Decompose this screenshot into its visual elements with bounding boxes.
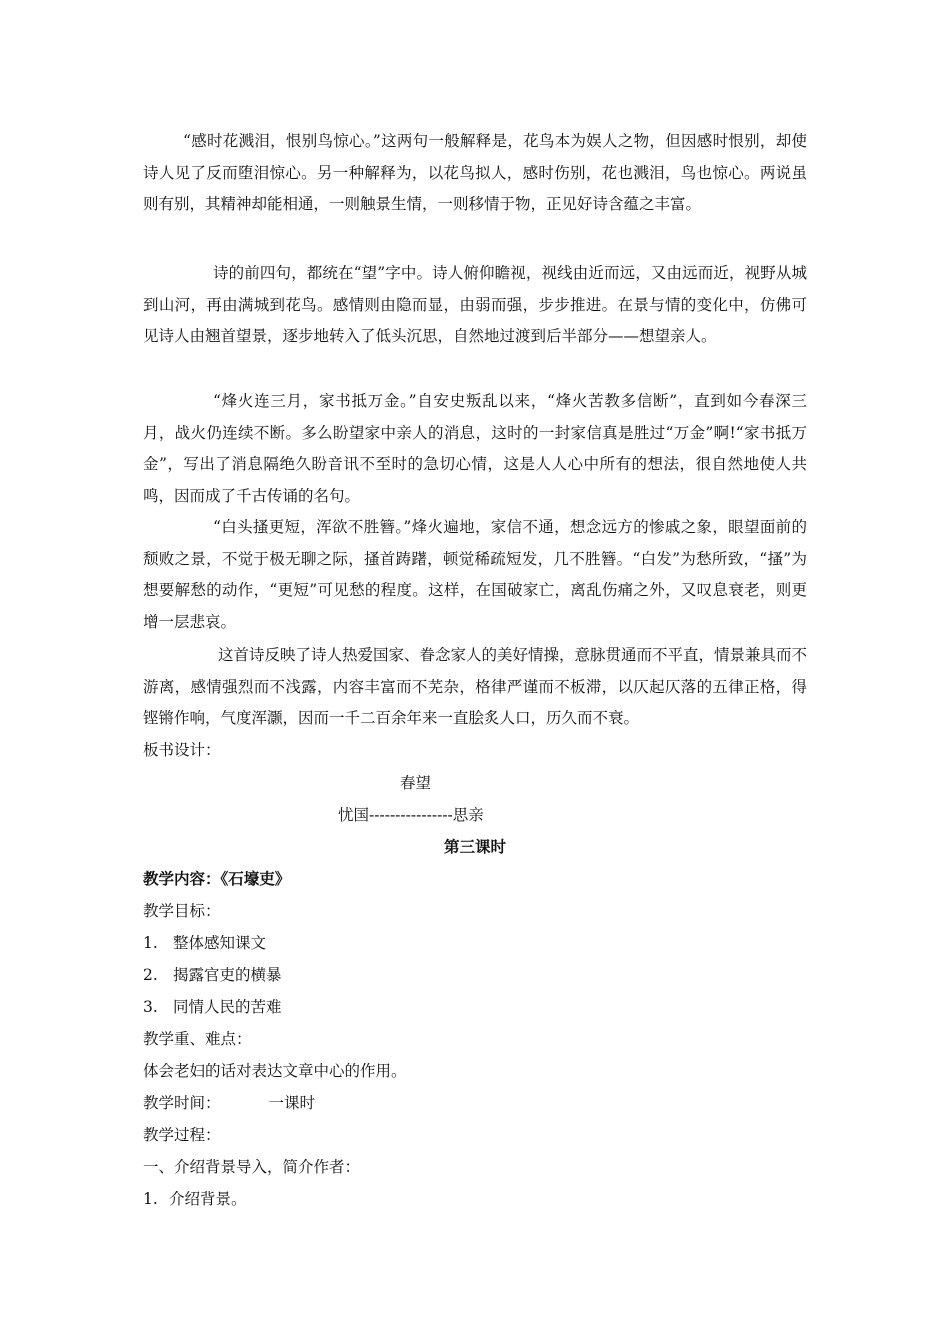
goal-item xyxy=(143,996,282,1018)
step-one-one xyxy=(143,1188,247,1210)
lesson-heading: 第三课时 xyxy=(443,837,506,856)
goal-number: 3. xyxy=(143,998,158,1016)
teaching-time xyxy=(143,1092,315,1114)
goal-number: 2. xyxy=(143,966,158,984)
board-line: 忧国----------------思亲 xyxy=(338,806,484,824)
paragraph-white-hair: “白头搔更短，浑欲不胜簪。”烽火遍地，家信不通，想念远方的惨戚之象，眼望面前的颓败之景，不觉于极无聊之际，搔首踌躇，顿觉稀疏短发，几不胜簪。“白发”为愁所致，“搔”为想要解愁的动作，“更短”可见愁的程度。这样，在国破家亡，离乱伤痛之外，又叹息衰老，则更增一层悲哀。 xyxy=(143,518,807,631)
goal-number: 1. xyxy=(143,934,158,952)
goal-item xyxy=(143,964,282,986)
lesson-content: 教学内容：《石壕吏》 xyxy=(143,869,291,888)
board-design-label: 板书设计： xyxy=(143,741,221,759)
goal-text: 同情人民的苦难 xyxy=(173,998,282,1016)
goal-text: 揭露官吏的横暴 xyxy=(173,966,282,984)
paragraph-summary: 这首诗反映了诗人热爱国家、眷念家人的美好情操，意脉贯通而不平直，情景兼具而不游离，感情强烈而不浅露，内容丰富而不芜杂，格律严谨而不板滞，以仄起仄落的五律正格，得铿锵作响，气度浑灏，因而一千二百余年来一直脍炙人口，历久而不衰。 xyxy=(143,646,808,727)
key-points-text: 体会老妇的话对表达文章中心的作用。 xyxy=(143,1062,407,1080)
paragraph-first-four-lines: 诗的前四句，都统在“望”字中。诗人俯仰瞻视，视线由近而远，又由远而近，视野从城到山河，再由满城到花鸟。感情则由隐而显，由弱而强，步步推进。在景与情的变化中，仿佛可见诗人由翘首望景，逐步地转入了低头沉思，自然地过渡到后半部分——想望亲人。 xyxy=(143,264,807,345)
goal-text: 整体感知课文 xyxy=(173,934,267,952)
process-label: 教学过程： xyxy=(143,1126,221,1144)
time-label: 教学时间： xyxy=(143,1094,221,1112)
step-number: 1. xyxy=(143,1190,158,1208)
time-value: 一课时 xyxy=(268,1094,316,1112)
goal-item xyxy=(143,932,266,954)
step-one: 一、介绍背景导入，简介作者： xyxy=(143,1158,361,1176)
paragraph-beacon-fires: “烽火连三月，家书抵万金。”自安史叛乱以来，“烽火苦教多信断”，直到如今春深三月，战火仍连续不断。多么盼望家中亲人的消息，这时的一封家信真是胜过“万金”啊!“家书抵万金”，写出了消息隔绝久盼音讯不至时的急切心情，这是人人心中所有的想法，很自然地使人共鸣，因而成了千古传诵的名句。 xyxy=(143,392,807,505)
key-points-label: 教学重、难点： xyxy=(143,1030,252,1048)
paragraph-flowers-birds: “感时花溅泪，恨别鸟惊心。”这两句一般解释是，花鸟本为娱人之物，但因感时恨别，却使诗人见了反而堕泪惊心。另一种解释为，以花鸟拟人，感时伤别，花也溅泪，鸟也惊心。两说虽则有别，其精神却能相通，一则触景生情，一则移情于物，正见好诗含蕴之丰富。 xyxy=(143,132,807,213)
goals-label: 教学目标： xyxy=(143,902,221,920)
step-text: 介绍背景。 xyxy=(169,1190,247,1208)
board-title: 春望 xyxy=(400,774,432,792)
